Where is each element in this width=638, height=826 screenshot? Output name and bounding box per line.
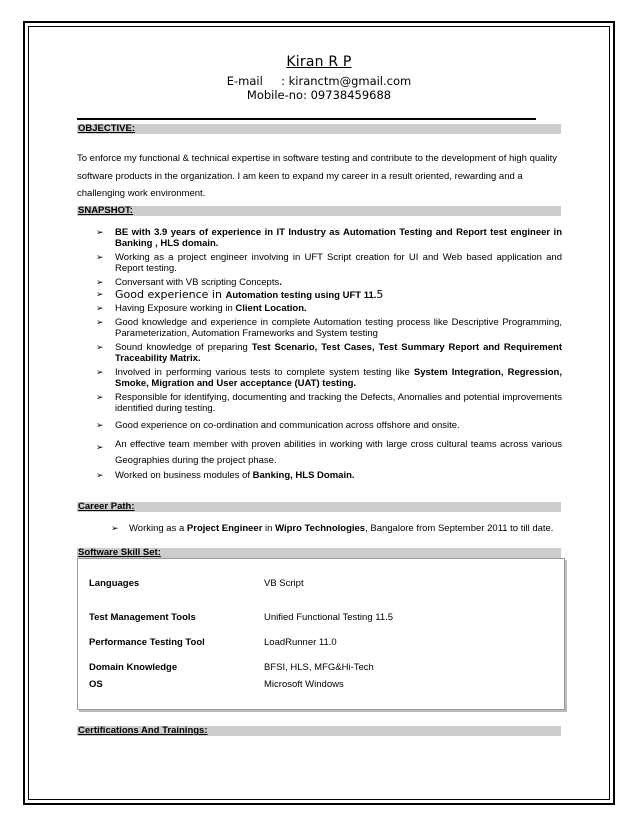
arrow-bullet-icon: ➢ (96, 227, 104, 237)
objective-heading: OBJECTIVE: (77, 124, 561, 134)
skills-heading: Software Skill Set: (77, 548, 561, 558)
list-item: ➢ Working as a project engineer involving in UFT Script creation for UI and Web based application and Report testing. (96, 252, 562, 274)
arrow-bullet-icon: ➢ (96, 252, 104, 262)
candidate-name: Kiran R P (286, 54, 352, 70)
list-item: ➢ Good experience on co-ordination and communication across offshore and onsite. (96, 420, 460, 431)
arrow-bullet-icon: ➢ (111, 523, 119, 533)
arrow-bullet-icon: ➢ (96, 277, 104, 287)
arrow-bullet-icon: ➢ (96, 392, 104, 402)
arrow-bullet-icon: ➢ (96, 420, 104, 430)
header-divider (77, 118, 536, 120)
list-item: ➢ An effective team member with proven abilities in working with large cross cultural teams across various Geographies during the project phase. (96, 439, 562, 466)
list-item: ➢ Good knowledge and experience in complete Automation testing process like Descriptive Programming, Parameterization, Automation Frameworks and System testing (96, 317, 562, 339)
list-item: ➢ Involved in performing various tests to complete system testing like System Integration, Regression, Smoke, Migration and User acceptance (UAT) testing. (96, 367, 562, 389)
arrow-bullet-icon: ➢ (96, 303, 104, 313)
list-item: ➢ BE with 3.9 years of experience in IT Industry as Automation Testing and Report test engineer in Banking , HLS domain. (96, 227, 562, 249)
arrow-bullet-icon: ➢ (96, 317, 104, 327)
email-line: E-mail : kiranctm@gmail.com (226, 74, 412, 88)
list-item: ➢ Worked on business modules of Banking, HLS Domain. (96, 470, 355, 481)
arrow-bullet-icon: ➢ (96, 442, 104, 452)
arrow-bullet-icon: ➢ (96, 342, 104, 352)
arrow-bullet-icon: ➢ (96, 367, 104, 377)
list-item: ➢ Responsible for identifying, documenting and tracking the Defects, Anomalies and potential improvements identified during testing. (96, 392, 562, 414)
list-item: ➢ Good experience in Automation testing using UFT 11.5 (96, 288, 384, 301)
snapshot-list (96, 227, 562, 481)
list-item: ➢ Conversant with VB scripting Concepts. (96, 277, 282, 288)
arrow-bullet-icon: ➢ (96, 289, 104, 299)
mobile-line: Mobile-no: 09738459688 (246, 88, 392, 102)
list-item: ➢ Sound knowledge of preparing Test Scenario, Test Cases, Test Summary Report and Requirement Traceability Matrix. (96, 342, 562, 364)
snapshot-heading: SNAPSHOT: (77, 206, 561, 216)
arrow-bullet-icon: ➢ (96, 470, 104, 480)
objective-text: To enforce my functional & technical expertise in software testing and contribute to the development of high quality software products in the organization. I am keen to expand my career in a result oriented, rewarding and a challenging work environment. (77, 153, 558, 199)
certifications-heading: Certifications And Trainings: (77, 726, 561, 736)
career-heading: Career Path: (77, 502, 561, 512)
list-item: ➢ Having Exposure working in Client Location. (96, 303, 307, 314)
